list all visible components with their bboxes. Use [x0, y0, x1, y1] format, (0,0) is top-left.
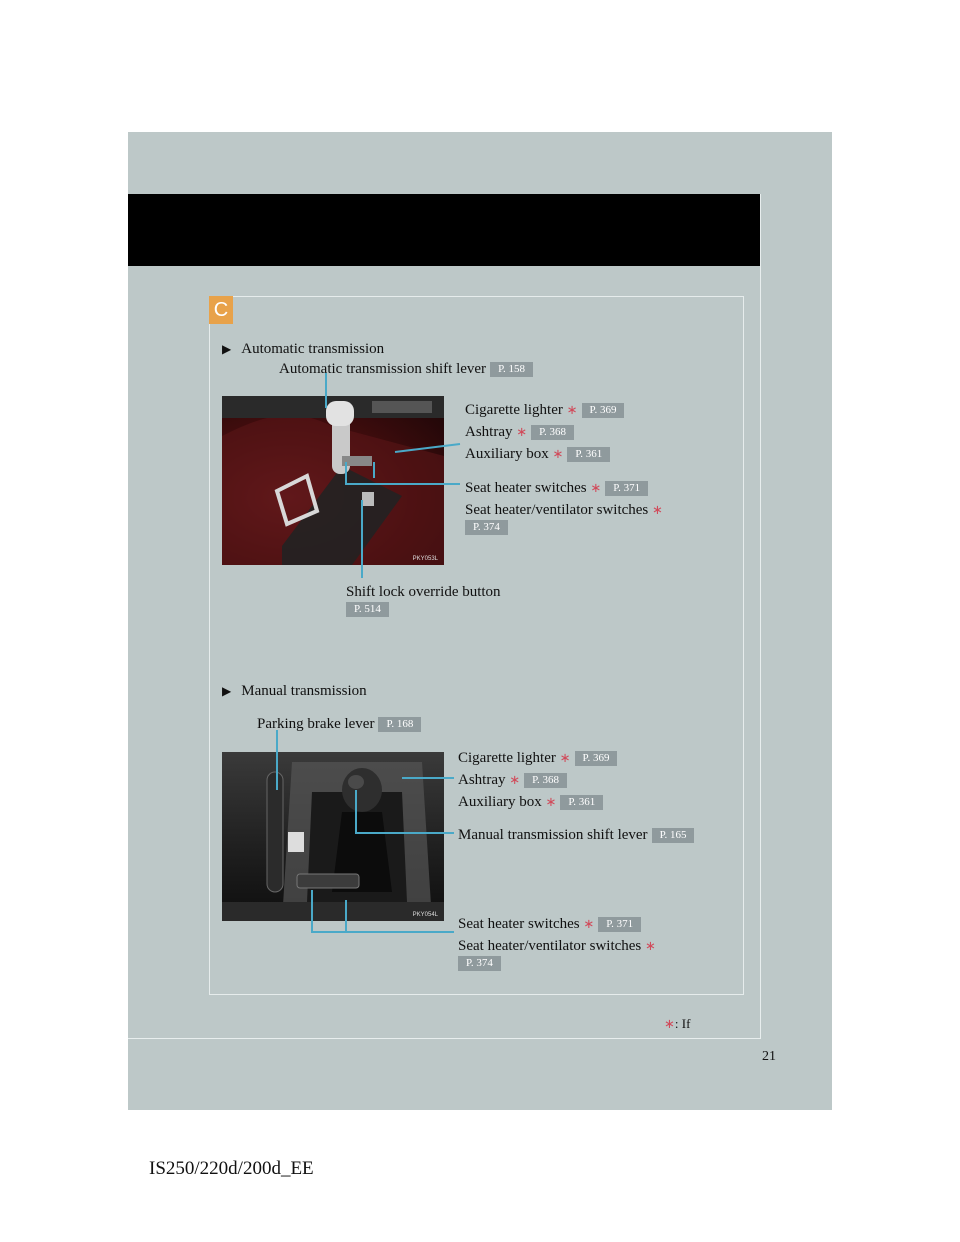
asterisk-icon: ∗	[516, 425, 528, 440]
auto-auxiliary-box-label: Auxiliary box ∗ P. 361	[465, 445, 610, 464]
page-ref-badge[interactable]: P. 361	[560, 795, 603, 810]
asterisk-icon: ∗	[509, 773, 521, 788]
auto-shift-lock-label: Shift lock override button	[346, 584, 501, 600]
manual-shift-lever-label: Manual transmission shift lever P. 165	[458, 826, 694, 844]
asterisk-icon: ∗	[559, 751, 571, 766]
asterisk-icon: ∗	[652, 503, 663, 518]
asterisk-icon: ∗	[566, 403, 578, 418]
manual-seat-heater-vent-label: Seat heater/ventilator switches ∗	[458, 938, 656, 954]
footnote: ∗: If	[664, 1016, 691, 1032]
manual-heading	[222, 682, 367, 700]
manual-auxiliary-box-label: Auxiliary box ∗ P. 361	[458, 793, 603, 812]
auto-shift-lever-label: Automatic transmission shift lever P. 158	[279, 360, 533, 378]
photo-code: PKY054L	[412, 912, 438, 918]
asterisk-icon: ∗	[645, 939, 656, 954]
asterisk-icon: ∗	[590, 481, 602, 496]
manual-console-photo	[222, 752, 444, 921]
page-ref-badge[interactable]: P. 369	[582, 403, 625, 418]
page-ref-badge[interactable]: P. 374	[458, 956, 501, 971]
manual-seat-heater-label: Seat heater switches ∗ P. 371	[458, 915, 641, 934]
manual-heading-text: Manual transmission	[241, 683, 367, 699]
title-band	[128, 194, 760, 266]
page-ref-badge[interactable]: P. 165	[652, 828, 695, 843]
automatic-console-photo	[222, 396, 444, 565]
automatic-console-illustration	[222, 396, 444, 565]
footer-model: IS250/220d/200d_EE	[149, 1158, 314, 1179]
page-ref-badge[interactable]: P. 374	[465, 520, 508, 535]
page-ref-badge[interactable]: P. 368	[524, 773, 567, 788]
page-number: 21	[762, 1049, 776, 1064]
asterisk-icon: ∗	[583, 917, 595, 932]
automatic-heading-text: Automatic transmission	[241, 341, 385, 357]
asterisk-icon: ∗	[545, 795, 557, 810]
page-ref-badge[interactable]: P. 368	[531, 425, 574, 440]
page-ref-badge[interactable]: P. 158	[490, 362, 533, 377]
triangle-bullet-icon: ▶	[222, 342, 232, 356]
auto-ashtray-label: Ashtray ∗ P. 368	[465, 423, 574, 442]
photo-code: PKY053L	[412, 556, 438, 562]
auto-seat-heater-vent-label: Seat heater/ventilator switches ∗	[465, 502, 663, 518]
manual-parking-brake-label: Parking brake lever P. 168	[257, 715, 421, 733]
triangle-bullet-icon: ▶	[222, 684, 232, 698]
page-ref-badge[interactable]: P. 369	[575, 751, 618, 766]
page-ref-badge[interactable]: P. 361	[567, 447, 610, 462]
page-ref-badge[interactable]: P. 168	[378, 717, 421, 732]
auto-seat-heater-label: Seat heater switches ∗ P. 371	[465, 479, 648, 498]
page-ref-badge[interactable]: P. 514	[346, 602, 389, 617]
asterisk-icon: ∗	[552, 447, 564, 462]
page-ref-badge[interactable]: P. 371	[605, 481, 648, 496]
section-tab: C	[209, 296, 233, 324]
auto-cigarette-lighter-label: Cigarette lighter ∗ P. 369	[465, 401, 624, 420]
manual-cigarette-lighter-label: Cigarette lighter ∗ P. 369	[458, 749, 617, 768]
automatic-heading	[222, 340, 384, 358]
manual-ashtray-label: Ashtray ∗ P. 368	[458, 771, 567, 790]
page-ref-badge[interactable]: P. 371	[598, 917, 641, 932]
asterisk-icon: ∗	[664, 1017, 675, 1032]
manual-console-illustration	[222, 752, 444, 921]
